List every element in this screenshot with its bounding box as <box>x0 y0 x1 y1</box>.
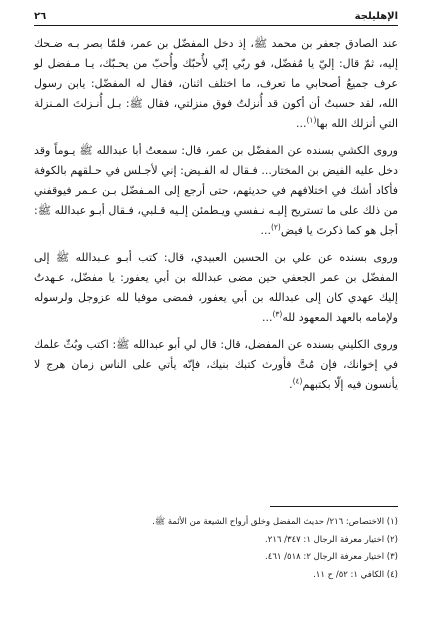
paragraph <box>34 34 398 134</box>
paragraph-text: وروى الكشي بسنده عن المفضّل بن عمر، قال: سمعتُ أبا عبدالله ﷺ يـوماً وقد دخل عليه الفيض بن المختار... فـقال له الفـيض: إني لأجـلس في حـلقهم بالكوفة فأكاد أشك في اختلافهم في حديثهم، حتى أرجع إلى المـفضّل بـن عـمر فيوقفني من ذلك على ما تستريح إليـه نـفسي ويـطمئن إلـيه قـلبي، فـقال أبـو عبدالله ﷺ: أجل هو كما ذكرتَ يا فيض <box>34 144 398 237</box>
footnote-marker[interactable]: (١) <box>306 115 317 125</box>
running-head <box>34 8 398 26</box>
footnote-item: (٣) اختيار معرفة الرجال ٢: ٥١٨/ ٤٦١. <box>265 552 398 562</box>
footnote-divider <box>270 506 398 507</box>
paragraph-text: وروى الكليني بسنده عن المفضل، قال: قال لي أبو عبدالله ﷺ: اكتب وبُثّ علمك في إخوانك، فإن مُتَّ فأورث كتبك بنيك، فإنّه يأتي على الناس زمان هرج لا يأنسون فيه إلّا بكتبهم <box>34 338 398 391</box>
main-text <box>34 34 398 402</box>
paragraph-text: عند الصادق جعفر بن محمد ﷺ، إذ دخل المفضّل بن عمر، فلمّا بصر بـه ضـحك إليه، ثمّ قال: إليّ يا مُفضّل، فو ربّي إنّي لأُحبّك وأُحبّ من يحـبّك، يـا مـفضل لو عرف جميعُ أصحابي ما تعرف، ما اختلف اثنان، فقال له المفضّل: يابن رسول الله، لقد حسبتُ أن أكون قد أُنزلتُ فوق منزلتي، فقال ﷺ: بـل أُنـزلتَ المـنزلة التي أنزلك الله بها <box>34 37 398 130</box>
footnote-item: (٤) الكافي ١: ٥٢/ ح ١١. <box>313 569 398 580</box>
page-number: ٢٦ <box>34 10 47 22</box>
paragraph <box>34 141 398 241</box>
paragraph-tail: ... <box>295 117 307 130</box>
paragraph-text: وروى بسنده عن علي بن الحسين العبيدي، قال: كتب أبـو عـبدالله ﷺ إلى المفضّل بن عمر الجعفي حين مضى عبدالله بن أبي يعفور: يا مفضّل، عـهدتُ إليك عهدي كان إلى عبدالله بن أبي يعفور، فمضى موفيا لله عزوجل ولرسوله ولإمامه بالعهد المعهود لله <box>34 251 398 324</box>
header-title: الإهليلجة <box>354 10 398 22</box>
paragraph-tail: ... <box>261 311 273 324</box>
footnotes <box>34 514 398 584</box>
footnote-item: (٢) اختيار معرفة الرجال ١: ٣٤٧/ ٢١٦. <box>265 534 398 545</box>
footnote-marker[interactable]: (٢) <box>270 222 281 232</box>
footnote-marker[interactable]: (٤) <box>292 376 303 386</box>
paragraph <box>34 335 398 395</box>
paragraph-tail: . <box>289 378 293 391</box>
paragraph-tail: ... <box>260 224 271 237</box>
footnote-item: (١) الاختصاص: ٢١٦/ حديث المفضل وخلق أرواح الشيعة من الأئمة ﷺ. <box>152 517 398 527</box>
footnote-marker[interactable]: (٣) <box>272 309 283 319</box>
paragraph <box>34 248 398 328</box>
